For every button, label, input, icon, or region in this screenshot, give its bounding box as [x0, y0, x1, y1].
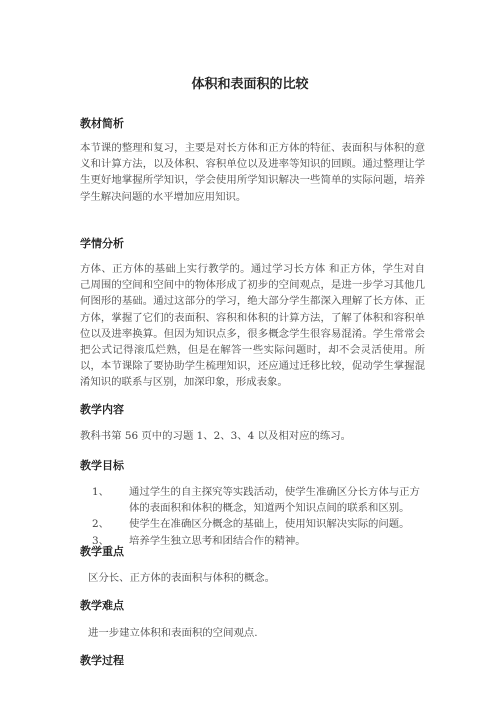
heading-teaching-process: 教学过程	[80, 654, 124, 667]
paragraph-teaching-content: 教科书第 56 页中的习题 1、2、3、4 以及相对应的练习。	[80, 430, 352, 442]
list-item	[80, 533, 425, 549]
list-item-text: 使学生在准确区分概念的基础上，使用知识解决实际的问题。	[129, 518, 410, 531]
list-item	[80, 516, 425, 532]
list-item	[80, 484, 425, 516]
list-item-number: 3、	[92, 534, 110, 547]
paragraph-teaching-difficulty: 进一步建立体积和表面积的空间观点.	[88, 627, 258, 639]
heading-teaching-difficulty: 教学难点	[80, 599, 124, 612]
heading-teaching-focus: 教学重点	[80, 545, 124, 558]
page-title: 体积和表面积的比较	[191, 77, 309, 92]
heading-student-analysis: 学情分析	[80, 237, 124, 250]
heading-teaching-goals: 教学目标	[80, 459, 124, 472]
list-item-text: 培养学生独立思考和团结合作的精神。	[129, 534, 306, 547]
teaching-goals-list	[80, 484, 425, 549]
paragraph-textbook-analysis: 本节课的整理和复习，主要是对长方体和正方体的特征、表面积与体积的意义和计算方法，以及体积、容积单位以及进率等知识的回顾。通过整理让学生更好地掌握所学知识，学会使用所学知识解决一些简单的实际问题，培养学生解决问题的水平增加应用知识。	[80, 142, 425, 203]
heading-teaching-content: 教学内容	[80, 403, 124, 416]
list-item-number: 2、	[92, 518, 110, 531]
list-item-number: 1、	[92, 486, 110, 498]
heading-textbook-analysis: 教材简析	[80, 117, 124, 130]
list-item-text: 通过学生的自主探究等实践活动，使学生准确区分长方体与正方体的表面积和体积的概念，知道两个知识点间的联系和区别。	[129, 486, 420, 515]
paragraph-student-analysis: 方体、正方体的基础上实行教学的。通过学习长方体 和正方体，学生对自己周围的空间和空间中的物体形成了初步的空间观点，是进一步学习其他几何图形的基础。通过这部分的学习，绝大部分学生都深入理解了长方体、正方体，掌握了它们的表面积、容积和体积的计算方法，了解了体积和容积单位以及进率换算。但因为知识点多，很多概念学生很容易混淆。学生常常会把公式记得滚瓜烂熟，但是在解答一些实际问题时，却不会灵活使用。所以，本节课除了要协助学生梳理知识，还应通过迁移比较，促动学生掌握混淆知识的联系与区别，加深印象，形成表象。	[80, 263, 425, 389]
paragraph-teaching-focus: 区分长、正方体的表面积与体积的概念。	[88, 572, 276, 584]
